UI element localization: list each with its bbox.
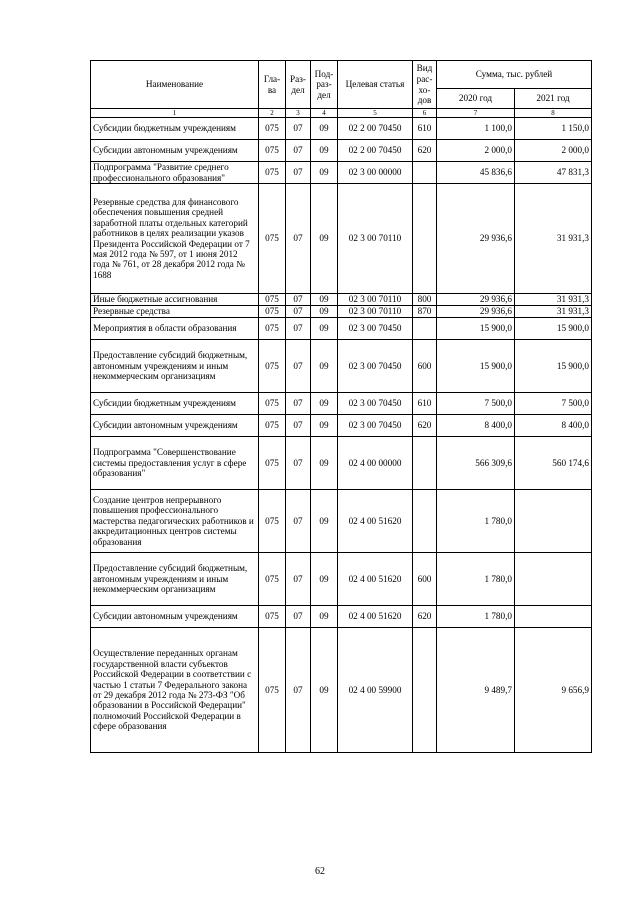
table-row <box>91 415 592 437</box>
row-razdel-cell: 07 <box>286 162 311 184</box>
row-vid-cell: 620 <box>413 606 437 628</box>
header-glava: Гла-ва <box>259 61 286 109</box>
row-2021-cell: 15 900,0 <box>515 318 592 340</box>
row-razdel-cell: 07 <box>286 318 311 340</box>
row-2021-cell: 2 000,0 <box>515 140 592 162</box>
row-target-cell: 02 3 00 70450 <box>338 318 413 340</box>
row-name-cell: Подпрограмма "Развитие среднего профессионального образования" <box>91 162 259 184</box>
row-podrazdel-cell: 09 <box>311 318 338 340</box>
row-2021-cell: 31 931,3 <box>515 306 592 318</box>
row-2021-cell: 560 174,6 <box>515 437 592 490</box>
row-podrazdel-cell: 09 <box>311 628 338 753</box>
row-2020-cell: 8 400,0 <box>437 415 515 437</box>
row-2021-cell: 8 400,0 <box>515 415 592 437</box>
page-number: 62 <box>315 866 325 877</box>
row-2020-cell: 7 500,0 <box>437 393 515 415</box>
header-razdel: Раз-дел <box>286 61 311 109</box>
table-row <box>91 437 592 490</box>
row-vid-cell <box>413 490 437 553</box>
row-2020-cell: 1 100,0 <box>437 118 515 140</box>
table-row <box>91 318 592 340</box>
column-index-cell: 8 <box>515 109 592 118</box>
row-name-cell: Подпрограмма "Совершенствование системы предоставления услуг в сфере образования" <box>91 437 259 490</box>
row-2021-cell: 31 931,3 <box>515 294 592 306</box>
row-2020-cell: 45 836,6 <box>437 162 515 184</box>
row-glava-cell: 075 <box>259 294 286 306</box>
row-glava-cell: 075 <box>259 162 286 184</box>
row-podrazdel-cell: 09 <box>311 306 338 318</box>
table-row <box>91 294 592 306</box>
row-glava-cell: 075 <box>259 340 286 393</box>
row-target-cell: 02 2 00 70450 <box>338 140 413 162</box>
table-row <box>91 490 592 553</box>
row-podrazdel-cell: 09 <box>311 415 338 437</box>
row-podrazdel-cell: 09 <box>311 294 338 306</box>
row-glava-cell: 075 <box>259 553 286 606</box>
row-razdel-cell: 07 <box>286 490 311 553</box>
header-year-2020: 2020 год <box>437 89 515 109</box>
row-razdel-cell: 07 <box>286 184 311 294</box>
row-target-cell: 02 3 00 70450 <box>338 415 413 437</box>
header-year-2021: 2021 год <box>515 89 592 109</box>
row-vid-cell: 600 <box>413 553 437 606</box>
row-2021-cell <box>515 490 592 553</box>
row-2020-cell: 1 780,0 <box>437 490 515 553</box>
row-2021-cell: 47 831,3 <box>515 162 592 184</box>
row-razdel-cell: 07 <box>286 393 311 415</box>
table-row <box>91 628 592 753</box>
row-2020-cell: 29 936,6 <box>437 306 515 318</box>
table-row <box>91 118 592 140</box>
row-name-cell: Предоставление субсидий бюджетным, автономным учреждениям и иным некоммерческим организациям <box>91 553 259 606</box>
row-2020-cell: 29 936,6 <box>437 184 515 294</box>
row-name-cell: Резервные средства <box>91 306 259 318</box>
header-vid: Вид рас-хо-дов <box>413 61 437 109</box>
row-vid-cell <box>413 437 437 490</box>
row-name-cell: Субсидии автономным учреждениям <box>91 415 259 437</box>
column-index-cell: 4 <box>311 109 338 118</box>
column-index-cell: 3 <box>286 109 311 118</box>
row-2021-cell: 31 931,3 <box>515 184 592 294</box>
column-index-cell: 2 <box>259 109 286 118</box>
header-podrazdel: Под-раз-дел <box>311 61 338 109</box>
row-target-cell: 02 3 00 70110 <box>338 306 413 318</box>
row-glava-cell: 075 <box>259 184 286 294</box>
row-razdel-cell: 07 <box>286 553 311 606</box>
row-vid-cell: 800 <box>413 294 437 306</box>
row-target-cell: 02 2 00 70450 <box>338 118 413 140</box>
row-target-cell: 02 4 00 59900 <box>338 628 413 753</box>
row-vid-cell: 870 <box>413 306 437 318</box>
row-2021-cell: 9 656,9 <box>515 628 592 753</box>
row-glava-cell: 075 <box>259 318 286 340</box>
row-podrazdel-cell: 09 <box>311 162 338 184</box>
budget-table <box>90 60 592 753</box>
table-row <box>91 184 592 294</box>
row-target-cell: 02 3 00 70450 <box>338 393 413 415</box>
row-name-cell: Субсидии автономным учреждениям <box>91 140 259 162</box>
row-podrazdel-cell: 09 <box>311 140 338 162</box>
column-index-cell: 5 <box>338 109 413 118</box>
row-2020-cell: 15 900,0 <box>437 340 515 393</box>
row-2020-cell: 566 309,6 <box>437 437 515 490</box>
table-row <box>91 306 592 318</box>
row-vid-cell: 620 <box>413 140 437 162</box>
row-vid-cell: 610 <box>413 393 437 415</box>
row-razdel-cell: 07 <box>286 140 311 162</box>
row-vid-cell <box>413 628 437 753</box>
row-target-cell: 02 4 00 00000 <box>338 437 413 490</box>
row-razdel-cell: 07 <box>286 340 311 393</box>
row-glava-cell: 075 <box>259 415 286 437</box>
row-podrazdel-cell: 09 <box>311 340 338 393</box>
row-razdel-cell: 07 <box>286 306 311 318</box>
row-name-cell: Резервные средства для финансового обеспечения повышения средней заработной платы отдельных категорий работников в целях реализации указов Президента Российской Федерации от 7 мая 2012 года № 597, от 1 июня 2012 года № 761, от 28 декабря 2012 года № 1688 <box>91 184 259 294</box>
table-row <box>91 553 592 606</box>
row-podrazdel-cell: 09 <box>311 393 338 415</box>
row-name-cell: Субсидии бюджетным учреждениям <box>91 118 259 140</box>
row-name-cell: Осуществление переданных органам государственной власти субъектов Российской Федерации в соответствии с частью 1 статьи 7 Федерального закона от 29 декабря 2012 года № 273-ФЗ "Об образовании в Российской Федерации" полномочий Российской Федерации в сфере образования <box>91 628 259 753</box>
row-name-cell: Предоставление субсидий бюджетным, автономным учреждениям и иным некоммерческим организациям <box>91 340 259 393</box>
row-target-cell: 02 4 00 51620 <box>338 490 413 553</box>
row-2020-cell: 15 900,0 <box>437 318 515 340</box>
row-target-cell: 02 3 00 70450 <box>338 340 413 393</box>
table-row <box>91 162 592 184</box>
row-2021-cell: 15 900,0 <box>515 340 592 393</box>
row-name-cell: Субсидии автономным учреждениям <box>91 606 259 628</box>
row-target-cell: 02 3 00 70110 <box>338 184 413 294</box>
row-razdel-cell: 07 <box>286 437 311 490</box>
row-glava-cell: 075 <box>259 490 286 553</box>
row-razdel-cell: 07 <box>286 415 311 437</box>
header-sum: Сумма, тыс. рублей <box>437 61 592 89</box>
table-row <box>91 606 592 628</box>
row-razdel-cell: 07 <box>286 118 311 140</box>
row-podrazdel-cell: 09 <box>311 553 338 606</box>
row-target-cell: 02 3 00 70110 <box>338 294 413 306</box>
row-vid-cell: 610 <box>413 118 437 140</box>
row-target-cell: 02 4 00 51620 <box>338 553 413 606</box>
row-glava-cell: 075 <box>259 118 286 140</box>
row-podrazdel-cell: 09 <box>311 184 338 294</box>
row-2020-cell: 2 000,0 <box>437 140 515 162</box>
row-podrazdel-cell: 09 <box>311 118 338 140</box>
row-razdel-cell: 07 <box>286 606 311 628</box>
row-2021-cell: 7 500,0 <box>515 393 592 415</box>
row-2021-cell <box>515 606 592 628</box>
row-name-cell: Создание центров непрерывного повышения профессионального мастерства педагогических работников и аккредитационных центров системы образования <box>91 490 259 553</box>
row-razdel-cell: 07 <box>286 294 311 306</box>
column-index-cell: 7 <box>437 109 515 118</box>
row-vid-cell <box>413 162 437 184</box>
row-vid-cell: 620 <box>413 415 437 437</box>
row-vid-cell <box>413 318 437 340</box>
row-name-cell: Субсидии бюджетным учреждениям <box>91 393 259 415</box>
row-2020-cell: 29 936,6 <box>437 294 515 306</box>
row-razdel-cell: 07 <box>286 628 311 753</box>
row-name-cell: Иные бюджетные ассигнования <box>91 294 259 306</box>
row-2020-cell: 9 489,7 <box>437 628 515 753</box>
row-glava-cell: 075 <box>259 606 286 628</box>
table-row <box>91 140 592 162</box>
row-glava-cell: 075 <box>259 140 286 162</box>
header-target: Целевая статья <box>338 61 413 109</box>
row-glava-cell: 075 <box>259 437 286 490</box>
row-name-cell: Мероприятия в области образования <box>91 318 259 340</box>
row-2021-cell <box>515 553 592 606</box>
row-glava-cell: 075 <box>259 628 286 753</box>
header-name: Наименование <box>91 61 259 109</box>
row-glava-cell: 075 <box>259 393 286 415</box>
row-vid-cell <box>413 184 437 294</box>
row-vid-cell: 600 <box>413 340 437 393</box>
column-index-cell: 6 <box>413 109 437 118</box>
row-2020-cell: 1 780,0 <box>437 606 515 628</box>
row-2021-cell: 1 150,0 <box>515 118 592 140</box>
row-target-cell: 02 3 00 00000 <box>338 162 413 184</box>
row-podrazdel-cell: 09 <box>311 490 338 553</box>
table-row <box>91 393 592 415</box>
row-target-cell: 02 4 00 51620 <box>338 606 413 628</box>
table-row <box>91 340 592 393</box>
row-2020-cell: 1 780,0 <box>437 553 515 606</box>
row-glava-cell: 075 <box>259 306 286 318</box>
column-index-cell: 1 <box>91 109 259 118</box>
row-podrazdel-cell: 09 <box>311 437 338 490</box>
row-podrazdel-cell: 09 <box>311 606 338 628</box>
